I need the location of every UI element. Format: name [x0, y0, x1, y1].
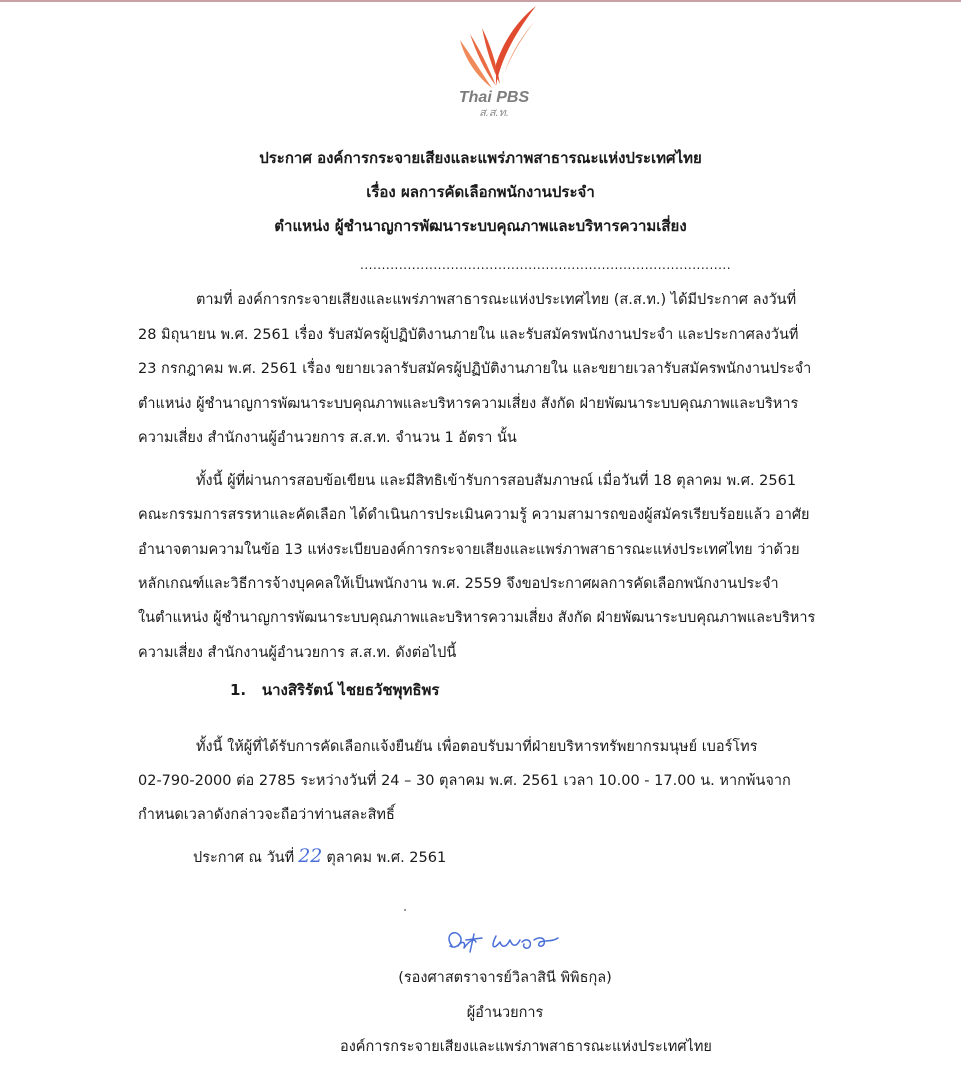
header-separator: ...................................................................................... [360, 258, 732, 272]
paragraph-3-line-1: ทั้งนี้ ให้ผู้ที่ได้รับการคัดเลือกแจ้งยืนยัน เพื่อตอบรับมาที่ฝ่ายบริหารทรัพยากรมนุษย์ เบอร์โทร [196, 739, 758, 755]
paragraph-2-line-6: ความเสี่ยง สำนักงานผู้อำนวยการ ส.ส.ท. ดังต่อไปนี้ [138, 645, 457, 661]
paragraph-2-line-3: อำนาจตามความในข้อ 13 แห่งระเบียบองค์การกระจายเสียงและแพร่ภาพสาธารณะแห่งประเทศไทย ว่าด้วย [138, 542, 800, 558]
paragraph-2-line-1: ทั้งนี้ ผู้ที่ผ่านการสอบข้อเขียน และมีสิทธิเข้ารับการสอบสัมภาษณ์ เมื่อวันที่ 18 ตุลาคม พ.ศ. 2561 [196, 473, 797, 489]
selected-number: 1. [230, 681, 247, 699]
selected-candidate [230, 680, 439, 700]
signatory-title: ผู้อำนวยการ [466, 1005, 544, 1021]
signature-icon [440, 926, 570, 962]
announcement-date [193, 846, 446, 868]
signatory-name: (รองศาสตราจารย์วิลาสินี พิพิธกุล) [398, 970, 612, 986]
page-top-border [0, 0, 961, 2]
announcement-subject: เรื่อง ผลการคัดเลือกพนักงานประจำ [366, 183, 595, 201]
signatory-organization: องค์การกระจายเสียงและแพร่ภาพสาธารณะแห่งประเทศไทย [340, 1039, 712, 1055]
logo-subtext: ส.ส.ท. [479, 107, 509, 119]
paragraph-1-line-1: ตามที่ องค์การกระจายเสียงและแพร่ภาพสาธารณะแห่งประเทศไทย (ส.ส.ท.) ได้มีประกาศ ลงวันที่ [196, 292, 797, 308]
paragraph-2-line-5: ในตำแหน่ง ผู้ชำนาญการพัฒนาระบบคุณภาพและบริหารความเสี่ยง สังกัด ฝ่ายพัฒนาระบบคุณภาพและบริหาร [138, 610, 816, 626]
paragraph-3-line-2: 02-790-2000 ต่อ 2785 ระหว่างวันที่ 24 – 30 ตุลาคม พ.ศ. 2561 เวลา 10.00 - 17.00 น. หากพ้นจาก [138, 773, 791, 789]
paragraph-1-line-5: ความเสี่ยง สำนักงานผู้อำนวยการ ส.ส.ท. จำนวน 1 อัตรา นั้น [138, 430, 517, 446]
selected-name: นางสิริรัตน์ ไชยธวัชพุทธิพร [261, 681, 440, 699]
date-day-handwritten: 22 [298, 845, 323, 867]
bird-emblem-icon [446, 4, 542, 94]
announcement-title: ประกาศ องค์การกระจายเสียงและแพร่ภาพสาธารณะแห่งประเทศไทย [259, 149, 702, 167]
paragraph-1-line-4: ตำแหน่ง ผู้ชำนาญการพัฒนาระบบคุณภาพและบริหารความเสี่ยง สังกัด ฝ่ายพัฒนาระบบคุณภาพและบริหาร [138, 396, 799, 412]
paragraph-3-line-3: กำหนดเวลาดังกล่าวจะถือว่าท่านสละสิทธิ์ [138, 807, 395, 823]
logo-wordmark: Thai PBS [458, 89, 530, 106]
paragraph-1-line-2: 28 มิถุนายน พ.ศ. 2561 เรื่อง รับสมัครผู้ปฏิบัติงานภายใน และรับสมัครพนักงานประจำ และประกาศลงวันที่ [138, 327, 799, 343]
paragraph-1-line-3: 23 กรกฎาคม พ.ศ. 2561 เรื่อง ขยายเวลารับสมัครผู้ปฏิบัติงานภายใน และขยายเวลารับสมัครพนักงานประจำ [138, 361, 812, 377]
announcement-position: ตำแหน่ง ผู้ชำนาญการพัฒนาระบบคุณภาพและบริหารความเสี่ยง [274, 217, 687, 235]
date-suffix: ตุลาคม พ.ศ. 2561 [326, 850, 447, 866]
date-prefix: ประกาศ ณ วันที่ [193, 850, 295, 866]
paragraph-2-line-2: คณะกรรมการสรรหาและคัดเลือก ได้ดำเนินการประเมินความรู้ ความสามารถของผู้สมัครเรียบร้อยแล้ว อาศัย [138, 507, 810, 523]
scan-speck [404, 909, 406, 911]
thai-pbs-logo [446, 4, 542, 122]
paragraph-2-line-4: หลักเกณฑ์และวิธีการจ้างบุคคลให้เป็นพนักงาน พ.ศ. 2559 จึงขอประกาศผลการคัดเลือกพนักงานประจำ [138, 576, 779, 592]
